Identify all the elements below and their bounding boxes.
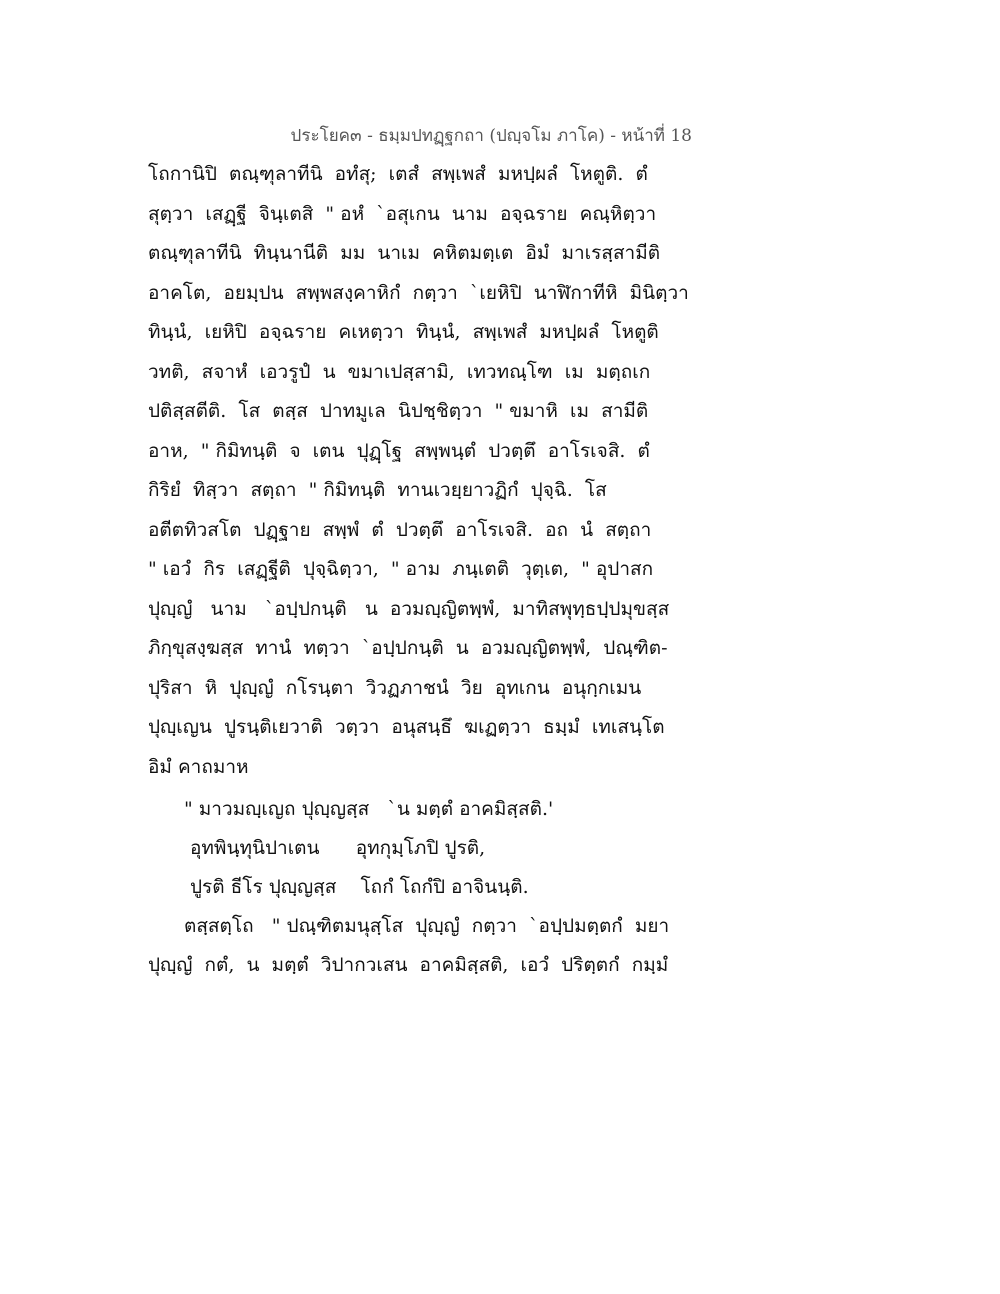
text-line: ตสฺสตฺโถ " ปณฺฑิตมนุสฺโส ปุญฺญํ กตฺวา `อปฺปมตฺตกํ มยา [184,915,670,937]
text-line: ปติสฺสตีติ. โส ตสฺส ปาทมูเล นิปชฺชิตฺวา " ขมาหิ เม สามีติ [148,400,649,422]
verse-line: ปูรติ ธีโร ปุญฺญสฺส โถกํ โถกํปิ อาจินนฺติ. [190,876,529,898]
text-line: อาห, " กิมิทนฺติ จ เตน ปุฏฺโฐ สพฺพนฺตํ ปวตฺตึ อาโรเจสิ. ตํ [148,439,650,462]
text-line: ภิกฺขุสงฺฆสฺส ทานํ ทตฺวา `อปฺปกนฺติ น อวมญฺญิตพฺพํ, ปณฺฑิต- [148,637,668,659]
text-line: ตณฺฑุลาทีนิ ทินฺนานีติ มม นาเม คหิตมตฺเต อิมํ มาเรสฺสามีติ [148,242,661,264]
body-paragraph [148,155,708,787]
text-line: อตีตทิวสโต ปฏฺฐาย สพฺพํ ตํ ปวตฺตึ อาโรเจสิ. อถ นํ สตฺถา [148,518,652,541]
text-line: วทติ, สจาหํ เอวรูปํ น ขมาเปสฺสามิ, เทวทณฺโฑ เม มตฺถเก [148,360,651,383]
text-line: อิมํ คาถมาห [148,755,249,778]
text-line: ปุญฺญํ กตํ, น มตฺตํ วิปากวเสน อาคมิสฺสติ, เอวํ ปริตฺตกํ กมฺมํ [148,954,669,976]
text-line: โถกานิปิ ตณฺฑุลาทีนิ อทํสุ; เตสํ สพฺเพสํ มหปฺผลํ โหตูติ. ตํ [148,163,648,185]
commentary-paragraph [148,907,708,985]
text-line: ปุญฺเญน ปูรนฺติเยวาติ วตฺวา อนุสนฺธึ ฆเฏตฺวา ธมฺมํ เทเสนฺโต [148,716,665,738]
text-line: กิริยํ ทิสฺวา สตฺถา " กิมิทนฺติ ทานเวยฺยาวฏิกํ ปุจฺฉิ. โส [148,479,607,501]
text-line: อาคโต, อยมฺปน สพฺพสงฺคาหิกํ กตฺวา `เยหิปิ นาฬิกาทีหิ มินิตฺวา [148,281,689,304]
running-header: ประโยค๓ - ธมฺมปทฏฺฐกถา (ปญฺจโม ภาโค) - หน้าที่ 18 [290,126,692,146]
text-line: ทินฺนํ, เยหิปิ อจฺฉราย คเหตฺวา ทินฺนํ, สพฺเพสํ มหปฺผลํ โหตูติ [148,321,659,343]
verse-line: อุทพินฺทุนิปาเตน อุทกุมฺโภปิ ปูรติ, [190,837,486,859]
text-line: ปุริสา หิ ปุญฺญํ กโรนฺตา วิวฏภาชนํ วิย อุทเกน อนุกฺกเมน [148,676,642,699]
text-line: สุตฺวา เสฏฺฐี จินฺเตสิ " อหํ `อสุเกน นาม อจฺฉราย คณฺหิตฺวา [148,202,657,225]
verse-block [148,790,708,907]
text-line: " เอวํ กิร เสฏฺฐีติ ปุจฺฉิตฺวา, " อาม ภนฺเตติ วุตฺเต, " อุปาสก [148,558,654,580]
verse-line: " มาวมญฺเญถ ปุญฺญสฺส `น มตฺตํ อาคมิสฺสติ.' [184,798,554,820]
text-line: ปุญฺญํ นาม `อปฺปกนฺติ น อวมญฺญิตพฺพํ, มาทิสพุทฺธปฺปมุขสฺส [148,597,670,620]
